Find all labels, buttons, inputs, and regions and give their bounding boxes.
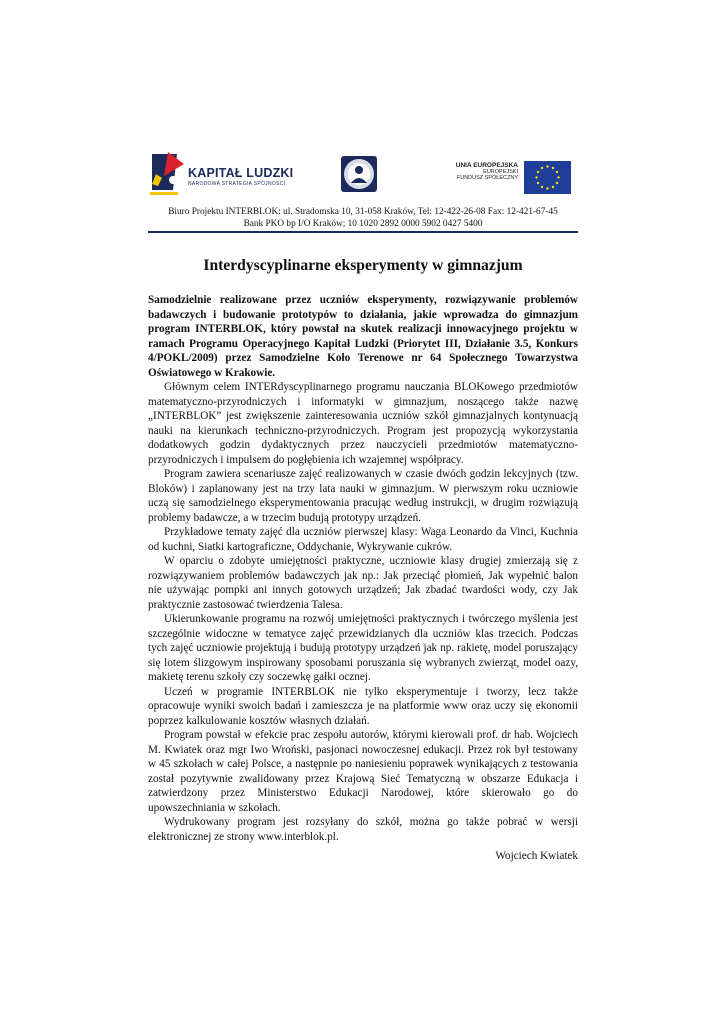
kapital-ludzki-emblem-icon	[150, 150, 186, 198]
body-paragraph: Program zawiera scenariusze zajęć realizowanych w czasie dwóch godzin lekcyjnych (tzw. Bloków) i zaplanowany jest na trzy lata nauki w gimnazjum. W pierwszym roku uczniowie uczą się samodzielnego eksperymentowania pracując według instrukcji, w drugim rozwiązują problemy badawcze, a w trzecim budują prototypy urządzeń.	[148, 468, 578, 524]
eu-union-label: UNIA EUROPEJSKA	[455, 162, 518, 169]
bank-line: Bank PKO bp I/O Kraków; 10 1020 2892 0000 5902 0427 5400	[243, 218, 483, 229]
header-divider	[148, 231, 578, 233]
lead-paragraph: Samodzielnie realizowane przez uczniów eksperymenty, rozwiązywanie problemów badawczych i budowanie prototypów to działania, jakie wprowadza do gimnazjum program INTERBLOK, który powstał na skutek realizacji innowacyjnego projektu w ramach Programu Operacyjnego Kapitał Ludzki (Priorytet III, Działanie 3.5, Konkurs 4/POKL/2009) przez Samodzielne Koło Terenowe nr 64 Społecznego Towarzystwa Oświatowego w Krakowie.	[148, 294, 578, 379]
kapital-ludzki-logo	[148, 150, 298, 200]
body-paragraph: Ukierunkowanie programu na rozwój umiejętności praktycznych i twórczego myślenia jest szczególnie widoczne w tematyce zajęć przewidzianych dla uczniów klas trzecich. Podczas tych zajęć uczniowie projektują i budują prototypy urządzeń jak np. rakietę, model poruszający się lotem ślizgowym inspirowany sposobami poruszania się wybranych zwierząt, model oazy, makietę terenu szkoły czy soczewkę gałki ocznej.	[148, 613, 578, 683]
header-logo-bar	[148, 150, 578, 200]
kapital-ludzki-title: KAPITAŁ LUDZKI	[188, 166, 294, 180]
body-paragraph: Uczeń w programie INTERBLOK nie tylko eksperymentuje i tworzy, lecz także opracowuje wyniki swoich badań i zamieszcza je na platformie www oraz uczy się ekonomii poprzez kalkulowanie kosztów własnych działań.	[148, 685, 578, 727]
author-signature: Wojciech Kwiatek	[495, 850, 578, 862]
body-paragraph: Głównym celem INTERdyscyplinarnego programu nauczania BLOKowego przedmiotów matematyczno-przyrodniczych i informatyki w gimnazjum, noszącego także nazwę „INTERBLOK” jest zwiększenie zainteresowania uczniów szkół gimnazjalnych kontynuacją nauki na kierunkach techniczno-przyrodniczych. Program jest propozycją wykorzystania dodatkowych godzin dydaktycznych przez nauczycieli przedmiotów matematyczno-przyrodniczych i impulsem do pogłębienia ich wzajemnej współpracy.	[148, 381, 578, 466]
address-line: Biuro Projektu INTERBLOK: ul. Stradomska 10, 31-058 Kraków, Tel: 12-422-26-08 Fax: 12-421-67-45	[168, 207, 558, 217]
eu-fund-label	[448, 163, 518, 181]
body-paragraph: Przykładowe tematy zajęć dla uczniów pierwszej klasy: Waga Leonardo da Vinci, Kuchnia od kuchni, Siatki kartograficzne, Oddychanie, Wykrywanie cukrów.	[148, 526, 578, 553]
project-address	[148, 207, 578, 230]
article-title: Interdyscyplinarne eksperymenty w gimnazjum	[203, 257, 523, 274]
eu-flag-icon	[524, 161, 571, 194]
body-paragraph: Program powstał w efekcie prac zespołu autorów, którymi kierowali prof. dr hab. Wojciech M. Kwiatek oraz mgr Iwo Wroński, pasjonaci nowoczesnej edukacji. Przez rok był testowany w 45 szkołach w całej Polsce, a następnie po naniesieniu poprawek wynikających z testowania został pozytywnie zwalidowany przez Krajową Sieć Tematyczną w obszarze Edukacja i zatwierdzony przez Ministerstwo Edukacji Narodowej, które skierowało go do upowszechniania w szkołach.	[148, 729, 578, 814]
eu-european-label: EUROPEJSKI	[483, 168, 518, 175]
body-paragraph: W oparciu o zdobyte umiejętności praktyczne, uczniowie klasy drugiej zmierzają się z rozwiązywaniem problemów badawczych jak np.: Jak przeciąć płomień, Jak wypełnić balon nie używając pompki ani innych gotowych urządzeń; Jak zbadać twardości wody, czy Jak praktycznie zastosować twierdzenia Talesa.	[148, 555, 578, 611]
eu-social-fund-label: FUNDUSZ SPOŁECZNY	[456, 174, 518, 181]
kapital-ludzki-subtitle: NARODOWA STRATEGIA SPÓJNOŚCI	[188, 181, 286, 187]
article-body	[148, 293, 578, 864]
body-paragraph: Wydrukowany program jest rozsyłany do szkół, można go także pobrać w wersji elektronicznej ze strony www.interblok.pl.	[148, 816, 578, 843]
sto-seal-icon	[341, 156, 377, 192]
